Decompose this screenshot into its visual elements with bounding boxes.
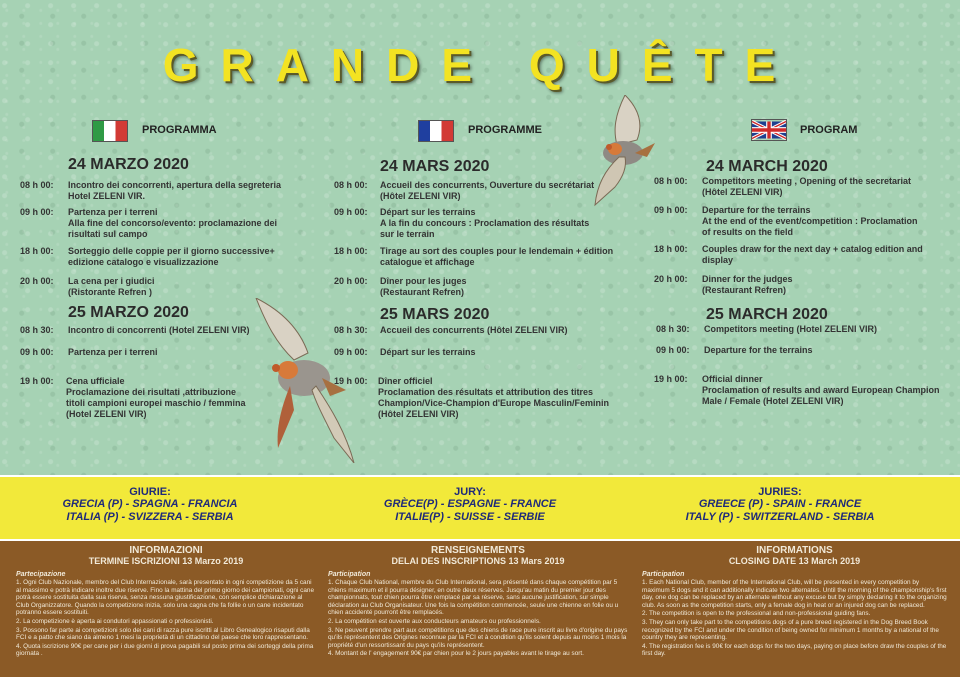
event-it-1-3: 18 h 00: Sorteggio delle coppie per il giorno successive+ edizione catalogo e visualizzazione bbox=[20, 246, 275, 267]
info-it bbox=[16, 545, 316, 658]
event-fr-1-3: 18 h 00: Tirage au sort des couples pour le lendemain + édition catalogue et affichage bbox=[334, 246, 614, 267]
event-en-2-1: 08 h 30: Competitors meeting (Hotel ZELENI VIR) bbox=[656, 324, 878, 334]
info-item-en-2: 2. The competition is open to the professional and non-professional guiding fans. bbox=[642, 610, 871, 618]
info-item-fr-3: 3. Ne peuvent prendre part aux compétitions que des chiens de race pure inscrit au livre d'origine du pays qu'ils représentent des Origines reconnue par la FCI et à condition qu'ils soient depuis au moins 1 mois la propriété d'un ressortissant du pays qu'ils représentent. bbox=[328, 626, 628, 649]
event-en-1-2: 09 h 00: Departure for the terrains At the end of the event/competition : Proclamation of results on the field bbox=[654, 205, 918, 237]
program-label-fr: PROGRAMME bbox=[468, 124, 542, 136]
info-en bbox=[642, 545, 947, 658]
jury-line2-it: ITALIA (P) - SVIZZERA - SERBIA bbox=[66, 511, 234, 523]
info-item-fr-1: 1. Chaque Club National, membre du Club International, sera présenté dans chaque compétition par 5 chiens maximum et il pourra désigner, en outre deux réserves. Jusqu'au matin du premier jour des championnats, tout chien pourra être remplacé par sa réserve, sans aucune justification, sur simple déclaration au Club Organisateur. Une fois la compétition commencée, seule une chienne en folie ou u chien accidenté pourront être remplacés. bbox=[328, 579, 619, 617]
jury-heading-fr: JURY: bbox=[454, 486, 486, 498]
date-day2-en: 25 MARCH 2020 bbox=[706, 306, 828, 323]
info-section-it: Partecipazione bbox=[16, 571, 66, 578]
jury-heading-en: JURIES: bbox=[758, 486, 802, 498]
event-it-1-2: 09 h 00: Partenza per i terreni Alla fine del concorso/evento: proclamazione dei risultati sul campo bbox=[20, 207, 278, 239]
info-item-it-3: 3. Possono far parte ai competizioni solo dei cani di razza pure iscritti al Libro Genealogico risaputi dalla FCI e a patto che siano da almeno 1 mesi la proprietà di un cittadino del paese che loro rappresentano. bbox=[16, 626, 310, 642]
event-it-2-1: 08 h 30: Incontro di concorrenti (Hotel ZELENI VIR) bbox=[20, 325, 250, 335]
france-flag-icon bbox=[418, 120, 454, 142]
event-it-1-1: 08 h 00: Incontro dei concorrenti, apertura della segreteria Hotel ZELENI VIR. bbox=[20, 180, 282, 201]
info-heading-it: INFORMAZIONI bbox=[129, 545, 203, 556]
program-label-it: PROGRAMMA bbox=[142, 124, 217, 136]
info-heading-en: INFORMATIONS bbox=[756, 545, 833, 556]
info-item-fr-2: 2. La compétition est ouverte aux conducteurs amateurs ou professionnels. bbox=[328, 617, 541, 625]
poster-title: GRANDE QUÊTE bbox=[162, 39, 798, 91]
event-fr-2-3: 19 h 00: Dîner officiel Proclamation des résultats et attribution des titres Champion/Vice-Champion d'Europe Masculin/Feminin (Hôtel ZELENI VIR) bbox=[334, 376, 609, 419]
jury-line1-en: GREECE (P) - SPAIN - FRANCE bbox=[698, 498, 862, 510]
italy-flag-icon bbox=[92, 120, 128, 142]
event-en-1-1: 08 h 00: Competitors meeting , Opening of the secretariat (Hôtel ZELENI VIR) bbox=[654, 176, 912, 197]
event-fr-1-4: 20 h 00: Dîner pour les juges (Restaurant Refren) bbox=[334, 276, 467, 297]
event-fr-2-2: 09 h 00: Départ sur les terrains bbox=[334, 347, 476, 357]
date-day2-fr: 25 MARS 2020 bbox=[380, 306, 490, 323]
jury-it bbox=[40, 486, 260, 524]
info-item-it-4: 4. Quota iscrizione 90€ per cane per i due giorni di prova pagabili sul posto prima dei sorteggi della prima giornata . bbox=[16, 642, 314, 658]
uk-flag-icon bbox=[751, 119, 787, 141]
event-en-2-3: 19 h 00: Official dinner Proclamation of results and award European Champion Male / Female (Hotel ZELENI VIR) bbox=[654, 374, 940, 406]
event-it-1-4: 20 h 00: La cena per i giudici (Ristorante Refren ) bbox=[20, 276, 155, 297]
info-item-it-1: 1. Ogni Club Nazionale, membro del Club Internazionale, sarà presentato in ogni competizione da 5 cani al massimo e potrà indicare inoltre due riserve. Fino la mattina del primo giorno dei campionati, ogni cane potrà essere sostituita dalla sua riserva, senza nessuna giustificazione, con semplice dichiarazione al Club Organizzatore. Quando la competizione inizia, solo una cagna che fa follie o un cane incidentato potranno essere sostituiti. bbox=[16, 579, 315, 617]
event-fr-1-1: 08 h 00: Accueil des concurrents, Ouverture du secrétariat (Hôtel ZELENI VIR) bbox=[334, 180, 595, 201]
info-subheading-en: CLOSING DATE 13 March 2019 bbox=[728, 556, 861, 566]
event-it-2-2: 09 h 00: Partenza per i terreni bbox=[20, 347, 158, 357]
jury-line2-en: ITALY (P) - SWITZERLAND - SERBIA bbox=[685, 511, 875, 523]
jury-en bbox=[670, 486, 890, 524]
event-en-1-4: 20 h 00: Dinner for the judges (Restaurant Refren) bbox=[654, 274, 793, 295]
info-item-fr-4: 4. Montant de l' engagement 90€ par chien pour le 2 jours payables avant le tirage au sort. bbox=[328, 650, 584, 658]
partridge-bird-icon bbox=[585, 95, 660, 207]
event-en-1-3: 18 h 00: Couples draw for the next day + catalog edition and display bbox=[654, 244, 923, 265]
info-item-en-3: 3. They can only take part to the competitions dogs of a pure breed registered in the Dog Breed Book recognized by the FCI and under the condition of being owned for minimum 1 months by a national of the country they are representing. bbox=[642, 618, 939, 642]
date-day1-it: 24 MARZO 2020 bbox=[68, 156, 189, 173]
info-section-fr: Participation bbox=[328, 571, 371, 578]
date-day2-it: 25 MARZO 2020 bbox=[68, 304, 189, 321]
info-subheading-it: TERMINE ISCRIZIONI 13 Marzo 2019 bbox=[88, 556, 244, 566]
event-fr-1-2: 09 h 00: Départ sur les terrains A la fin du concours : Proclamation des résultats sur le terrain bbox=[334, 207, 590, 239]
info-item-it-2: 2. La competizione è aperta ai condutori appassionati o professionisti. bbox=[16, 617, 214, 625]
info-subheading-fr: DELAI DES INSCRIPTIONS 13 Mars 2019 bbox=[391, 556, 565, 566]
program-label-en: PROGRAM bbox=[800, 124, 858, 136]
info-item-en-1: 1. Each National Club, member of the International Club, will be presented in every competition by maximum 5 dogs and it can additionally indicate two alternates. Until the morning of the championship's first day, one dog can be replaced by an alternate without any excuse but by simply declaring it to the organizing club. As soon as the competition starts, only a female dog in heat or an injured dog can be replaced. bbox=[642, 579, 947, 609]
info-section-en: Participation bbox=[642, 571, 685, 578]
partridge-bird-icon bbox=[246, 298, 361, 463]
jury-line1-it: GRECIA (P) - SPAGNA - FRANCIA bbox=[62, 498, 238, 510]
event-en-2-2: 09 h 00: Departure for the terrains bbox=[656, 345, 813, 355]
event-it-2-3: 19 h 00: Cena ufficiale Proclamazione dei risultati ,attribuzione titoli campioni europei maschio / femmina (Hotel ZELENI VIR) bbox=[20, 376, 246, 419]
info-heading-fr: RENSEIGNEMENTS bbox=[431, 545, 525, 556]
date-day1-en: 24 MARCH 2020 bbox=[706, 158, 828, 175]
jury-line1-fr: GRÈCE(P) - ESPAGNE - FRANCE bbox=[383, 498, 557, 510]
event-fr-2-1: 08 h 30: Accueil des concurrents (Hôtel ZELENI VIR) bbox=[334, 325, 568, 335]
jury-fr bbox=[360, 486, 580, 524]
jury-heading-it: GIURIE: bbox=[129, 486, 171, 498]
date-day1-fr: 24 MARS 2020 bbox=[380, 158, 490, 175]
info-fr bbox=[328, 545, 628, 658]
info-item-en-4: 4. The registration fee is 90€ for each dogs for the two days, paying on place before draw the couples of the first day. bbox=[642, 642, 947, 658]
jury-line2-fr: ITALIE(P) - SUISSE - SERBIE bbox=[395, 511, 545, 523]
